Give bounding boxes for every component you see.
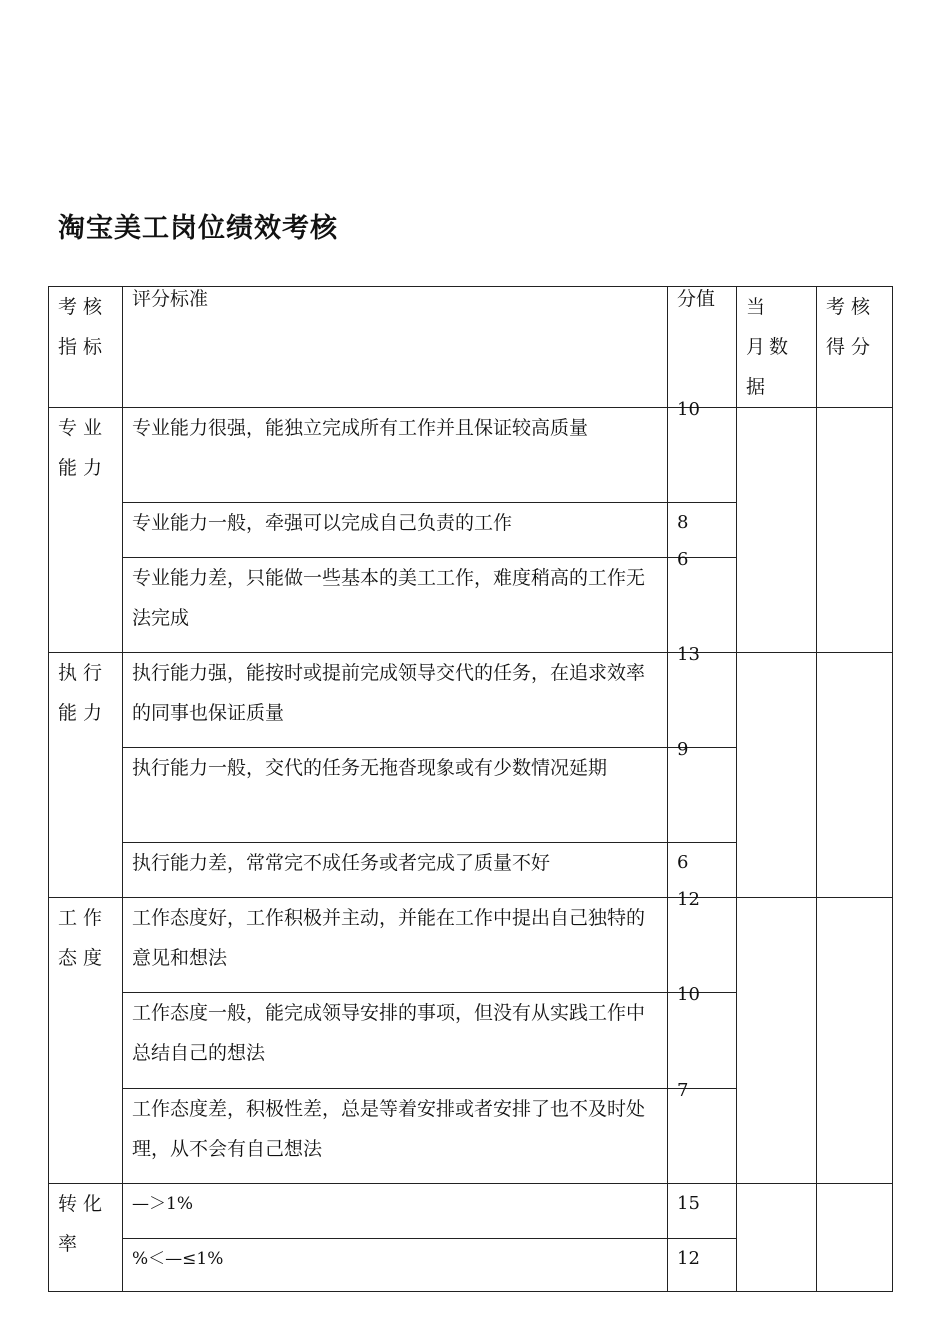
criteria-cell: 专业能力一般，牵强可以完成自己负责的工作 (123, 503, 668, 558)
score-cell: 13 (668, 653, 737, 748)
month-data-cell[interactable] (737, 653, 817, 898)
criteria-cell: 执行能力一般，交代的任务无拖沓现象或有少数情况延期 (123, 748, 668, 843)
evaluation-table (48, 286, 893, 1292)
criteria-cell: 专业能力很强，能独立完成所有工作并且保证较高质量 (123, 408, 668, 503)
score-cell: 6 (668, 558, 737, 653)
table-row (49, 898, 893, 993)
criteria-cell: %＜—≤1% (123, 1239, 668, 1292)
table-row (49, 408, 893, 503)
criteria-cell: —＞1% (123, 1184, 668, 1239)
month-data-cell[interactable] (737, 408, 817, 653)
score-cell: 10 (668, 993, 737, 1089)
header-criteria: 评分标准 (123, 287, 668, 408)
score-cell: 6 (668, 843, 737, 898)
result-cell[interactable] (817, 408, 893, 653)
category-cell: 执行能力 (49, 653, 123, 898)
category-cell: 转化率 (49, 1184, 123, 1292)
score-cell: 8 (668, 503, 737, 558)
criteria-cell: 执行能力差，常常完不成任务或者完成了质量不好 (123, 843, 668, 898)
table-row (49, 1184, 893, 1239)
table-row (49, 653, 893, 748)
criteria-cell: 工作态度好，工作积极并主动，并能在工作中提出自己独特的意见和想法 (123, 898, 668, 993)
header-category: 考核指标 (49, 287, 123, 408)
score-cell: 10 (668, 408, 737, 503)
category-cell: 专业能力 (49, 408, 123, 653)
header-month-data: 当 月数据 (737, 287, 817, 408)
criteria-cell: 工作态度一般，能完成领导安排的事项，但没有从实践工作中总结自己的想法 (123, 993, 668, 1089)
score-cell: 7 (668, 1089, 737, 1184)
page-title: 淘宝美工岗位绩效考核 (58, 213, 338, 244)
result-cell[interactable] (817, 653, 893, 898)
header-result: 考核得分 (817, 287, 893, 408)
header-row (49, 287, 893, 408)
criteria-cell: 专业能力差，只能做一些基本的美工工作，难度稍高的工作无法完成 (123, 558, 668, 653)
score-cell: 9 (668, 748, 737, 843)
result-cell[interactable] (817, 898, 893, 1184)
criteria-cell: 工作态度差，积极性差，总是等着安排或者安排了也不及时处理，从不会有自己想法 (123, 1089, 668, 1184)
month-data-cell[interactable] (737, 1184, 817, 1292)
criteria-cell: 执行能力强，能按时或提前完成领导交代的任务，在追求效率的同事也保证质量 (123, 653, 668, 748)
score-cell: 12 (668, 898, 737, 993)
result-cell[interactable] (817, 1184, 893, 1292)
category-cell: 工作态度 (49, 898, 123, 1184)
header-score: 分值 (668, 287, 737, 408)
score-cell: 12 (668, 1239, 737, 1292)
score-cell: 15 (668, 1184, 737, 1239)
month-data-cell[interactable] (737, 898, 817, 1184)
